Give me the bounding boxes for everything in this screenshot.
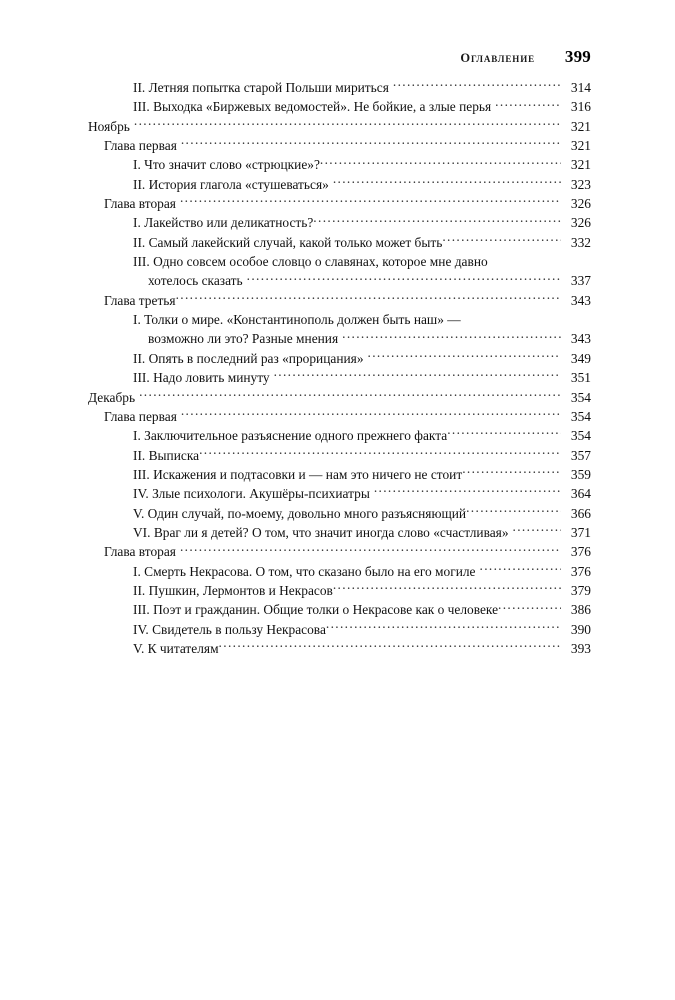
dot-leader xyxy=(139,388,561,401)
dot-leader xyxy=(180,195,561,208)
running-head-title: Оглавление xyxy=(460,51,535,65)
toc-entry-page-number: 326 xyxy=(570,215,591,231)
toc-entry-title: II. Опять в последний раз «прорицания» xyxy=(133,350,364,366)
toc-entry[interactable] xyxy=(133,252,591,271)
toc-entry-title: II. Летняя попытка старой Польши мириться xyxy=(133,80,389,95)
toc-entry[interactable] xyxy=(133,349,591,368)
dot-leader xyxy=(462,465,561,478)
dot-leader xyxy=(180,543,561,556)
toc-entry-title: III. Одно совсем особое словцо о славянах, которое мне давно xyxy=(133,254,488,270)
dot-leader xyxy=(181,407,561,420)
toc-entry-page-number: 390 xyxy=(570,621,591,637)
toc-entry-page-number: 359 xyxy=(570,466,591,482)
toc-entry-page-number: 386 xyxy=(570,602,591,618)
dot-leader xyxy=(181,137,561,150)
toc-entry-page-number: 326 xyxy=(570,196,591,212)
toc-entry-title: I. Что значит слово «стрюцкие»? xyxy=(133,157,320,173)
toc-entry-page-number: 337 xyxy=(570,273,591,289)
toc-entry-page-number: 354 xyxy=(570,389,591,405)
toc-entry[interactable] xyxy=(133,581,591,600)
toc-entry-title: Глава третья xyxy=(104,292,176,308)
toc-entry[interactable] xyxy=(133,465,591,484)
toc-entry-page-number: 343 xyxy=(570,331,591,347)
toc-entry-title: I. Толки о мире. «Константинополь должен быть наш» — xyxy=(133,312,461,328)
toc-entry-title: III. Поэт и гражданин. Общие толки о Некрасове как о человеке xyxy=(133,602,499,618)
dot-leader xyxy=(199,446,561,459)
dot-leader xyxy=(447,427,561,440)
dot-leader xyxy=(368,349,561,362)
toc-entry[interactable] xyxy=(133,233,591,252)
dot-leader xyxy=(374,485,561,498)
toc-entry[interactable] xyxy=(104,542,591,561)
toc-entry[interactable] xyxy=(133,523,591,542)
toc-entry-page-number: 366 xyxy=(570,505,591,521)
toc-entry-page-number: 357 xyxy=(570,447,591,463)
toc-entry-title: V. К читателям xyxy=(133,640,219,656)
toc-entry[interactable] xyxy=(88,117,591,136)
toc-entry[interactable] xyxy=(133,78,591,97)
dot-leader xyxy=(320,156,561,169)
dot-leader xyxy=(498,601,561,614)
toc-entry[interactable] xyxy=(133,213,591,232)
toc-entry-title: II. Выписка xyxy=(133,447,200,463)
toc-entry-title: II. Пушкин, Лермонтов и Некрасов xyxy=(133,582,333,598)
dot-leader xyxy=(480,562,562,575)
toc-entry-page-number: 323 xyxy=(570,176,591,192)
dot-leader xyxy=(219,640,561,653)
toc-entry-title: Глава первая xyxy=(104,138,177,154)
dot-leader xyxy=(513,524,561,537)
dot-leader xyxy=(442,233,561,246)
toc-entry-title: возможно ли это? Разные мнения xyxy=(148,331,339,347)
toc-entry-page-number: 314 xyxy=(570,80,591,95)
toc-entry-page-number: 354 xyxy=(570,408,591,424)
toc-entry-title: VI. Враг ли я детей? О том, что значит иногда слово «счастливая» xyxy=(133,524,509,540)
toc-entry-title: Глава вторая xyxy=(104,196,176,212)
page-folio: 399 xyxy=(564,47,591,66)
toc-entry-title: Глава первая xyxy=(104,408,177,424)
dot-leader xyxy=(176,291,561,304)
toc-entry-page-number: 379 xyxy=(570,582,591,598)
toc-entry[interactable] xyxy=(133,620,591,639)
toc-entry-page-number: 364 xyxy=(570,486,591,502)
toc-entry[interactable] xyxy=(133,446,591,465)
toc-entry[interactable] xyxy=(133,155,591,174)
toc-entry-title: V. Один случай, по-моему, довольно много разъясняющий xyxy=(133,505,467,521)
toc-entry[interactable] xyxy=(133,310,591,329)
toc-entry-title: III. Надо ловить минуту xyxy=(133,370,270,386)
dot-leader xyxy=(134,117,561,130)
toc-entry[interactable] xyxy=(104,407,591,426)
dot-leader xyxy=(313,214,561,227)
dot-leader xyxy=(333,582,561,595)
toc-entry-title: I. Лакейство или деликатность? xyxy=(133,215,314,231)
toc-entry-page-number: 354 xyxy=(570,428,591,444)
toc-entry-title: III. Выходка «Биржевых ведомостей». Не бойкие, а злые перья xyxy=(133,99,492,115)
toc-entry[interactable] xyxy=(104,194,591,213)
toc-entry[interactable] xyxy=(133,504,591,523)
toc-entry-title: IV. Злые психологи. Акушёры-психиатры xyxy=(133,486,370,502)
dot-leader xyxy=(495,98,561,111)
dot-leader xyxy=(466,504,561,517)
toc-entry[interactable] xyxy=(104,291,591,310)
toc-entry-page-number: 376 xyxy=(570,563,591,579)
toc-entry[interactable] xyxy=(148,329,591,348)
toc-entry[interactable] xyxy=(88,388,591,407)
toc-entry-title: II. Самый лакейский случай, какой только может быть xyxy=(133,234,443,250)
table-of-contents xyxy=(84,78,591,658)
toc-entry[interactable] xyxy=(133,562,591,581)
toc-entry-page-number: 332 xyxy=(570,234,591,250)
dot-leader xyxy=(247,272,561,285)
toc-entry-title: Глава вторая xyxy=(104,544,176,560)
toc-entry[interactable] xyxy=(133,600,591,619)
dot-leader xyxy=(274,369,561,382)
toc-entry[interactable] xyxy=(133,426,591,445)
toc-entry-title: I. Заключительное разъяснение одного прежнего факта xyxy=(133,428,448,444)
toc-entry-title: IV. Свидетель в пользу Некрасова xyxy=(133,621,326,637)
toc-entry[interactable] xyxy=(133,639,591,658)
toc-entry[interactable] xyxy=(104,136,591,155)
toc-entry[interactable] xyxy=(133,484,591,503)
toc-entry-page-number: 321 xyxy=(570,138,591,154)
toc-entry-page-number: 371 xyxy=(570,524,591,540)
toc-entry-page-number: 343 xyxy=(570,292,591,308)
toc-entry-title: I. Смерть Некрасова. О том, что сказано было на его могиле xyxy=(133,563,476,579)
toc-entry[interactable] xyxy=(133,368,591,387)
dot-leader xyxy=(326,620,561,633)
dot-leader xyxy=(333,175,561,188)
toc-entry-title: хотелось сказать xyxy=(148,273,243,289)
running-head xyxy=(84,47,591,67)
toc-entry[interactable] xyxy=(133,97,591,116)
toc-entry-page-number: 351 xyxy=(570,370,591,386)
toc-entry-title: Декабрь xyxy=(88,389,136,405)
toc-entry-page-number: 316 xyxy=(570,99,591,115)
toc-entry-title: Ноябрь xyxy=(88,118,130,134)
toc-entry-title: II. История глагола «стушеваться» xyxy=(133,176,329,192)
dot-leader xyxy=(342,330,561,343)
toc-entry[interactable] xyxy=(133,175,591,194)
toc-entry-page-number: 376 xyxy=(570,544,591,560)
toc-entry-page-number: 349 xyxy=(570,350,591,366)
toc-entry-page-number: 321 xyxy=(570,157,591,173)
toc-entry-title: III. Искажения и подтасовки и — нам это ничего не стоит xyxy=(133,466,463,482)
toc-entry-page-number: 393 xyxy=(570,640,591,656)
dot-leader xyxy=(393,79,561,92)
toc-entry[interactable] xyxy=(148,271,591,290)
toc-entry-page-number: 321 xyxy=(570,118,591,134)
